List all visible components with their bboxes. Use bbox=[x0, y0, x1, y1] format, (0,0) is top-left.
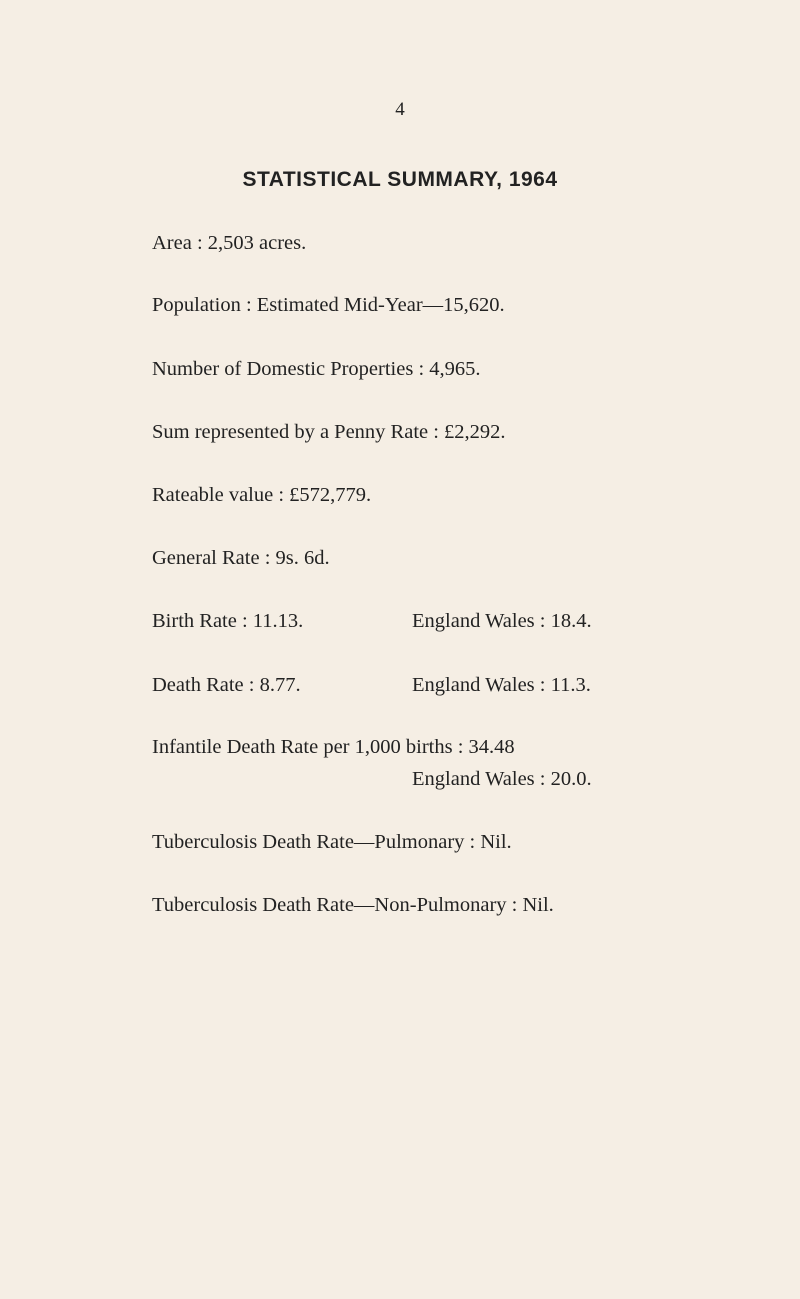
tb-pulmonary-line: Tuberculosis Death Rate—Pulmonary : Nil. bbox=[152, 831, 512, 853]
page-number: 4 bbox=[395, 99, 405, 120]
infantile-death-rate-line: Infantile Death Rate per 1,000 births : 34.48 bbox=[152, 736, 515, 758]
penny-rate-line: Sum represented by a Penny Rate : £2,292. bbox=[152, 421, 506, 443]
area-line: Area : 2,503 acres. bbox=[152, 232, 307, 254]
tb-non-pulmonary-line: Tuberculosis Death Rate—Non-Pulmonary : Nil. bbox=[152, 894, 554, 916]
rateable-value-line: Rateable value : £572,779. bbox=[152, 484, 372, 506]
page-title: STATISTICAL SUMMARY, 1964 bbox=[242, 168, 558, 191]
death-rate-england-wales: England Wales : 11.3. bbox=[412, 674, 591, 696]
birth-rate-england-wales: England Wales : 18.4. bbox=[412, 610, 592, 632]
domestic-properties-line: Number of Domestic Properties : 4,965. bbox=[152, 358, 481, 380]
infantile-death-rate-england-wales: England Wales : 20.0. bbox=[412, 768, 592, 790]
birth-rate-line: Birth Rate : 11.13. bbox=[152, 610, 304, 632]
general-rate-line: General Rate : 9s. 6d. bbox=[152, 547, 330, 569]
death-rate-line: Death Rate : 8.77. bbox=[152, 674, 301, 696]
population-line: Population : Estimated Mid-Year—15,620. bbox=[152, 294, 505, 316]
